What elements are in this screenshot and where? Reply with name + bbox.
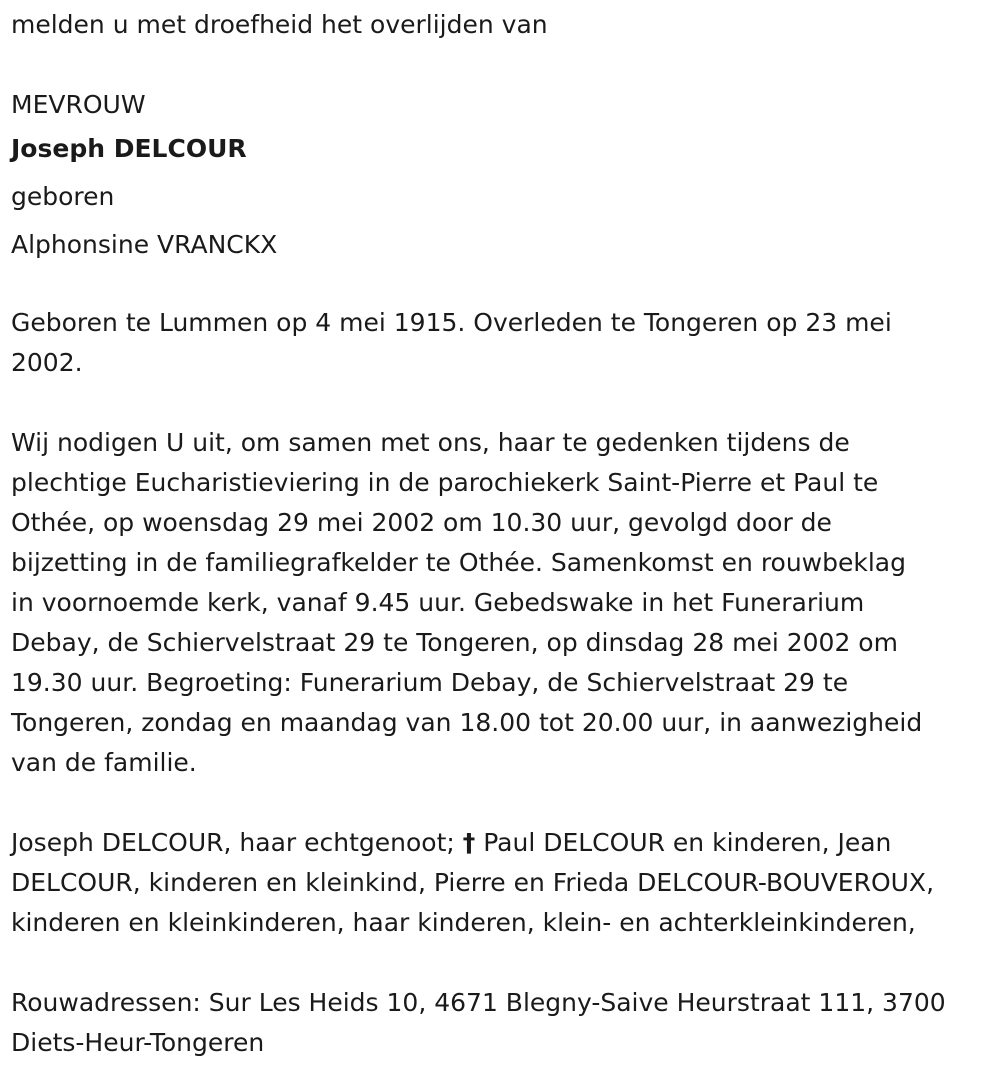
spacer — [11, 383, 988, 423]
family-line: kinderen en kleinkinderen, haar kinderen, klein- en achterkleinkinderen, — [11, 908, 916, 937]
family-paragraph — [11, 823, 988, 943]
dates-line: Geboren te Lummen op 4 mei 1915. Overleden te Tongeren op 23 mei — [11, 308, 892, 337]
deceased-name: Joseph DELCOUR — [11, 134, 247, 163]
family-text: Paul DELCOUR en kinderen, Jean — [475, 828, 892, 857]
address-line: Diets-Heur-Tongeren — [11, 1028, 265, 1057]
spacer — [11, 269, 988, 303]
invitation-line: in voornoemde kerk, vanaf 9.45 uur. Gebedswake in het Funerarium — [11, 588, 865, 617]
spacer — [11, 783, 988, 823]
spacer — [11, 943, 988, 983]
invitation-paragraph — [11, 423, 988, 783]
address-line: Rouwadressen: Sur Les Heids 10, 4671 Blegny-Saive Heurstraat 111, 3700 — [11, 988, 946, 1017]
addresses-paragraph — [11, 983, 988, 1063]
invitation-line: Tongeren, zondag en maandag van 18.00 tot 20.00 uur, in aanwezigheid — [11, 708, 923, 737]
name-block — [11, 85, 988, 269]
cross-icon: † — [462, 828, 476, 857]
maiden-name: Alphonsine VRANCKX — [11, 230, 278, 259]
invitation-line: plechtige Eucharistieviering in de parochiekerk Saint-Pierre et Paul te — [11, 468, 879, 497]
invitation-line: 19.30 uur. Begroeting: Funerarium Debay, de Schiervelstraat 29 te — [11, 668, 849, 697]
invitation-line: Othée, op woensdag 29 mei 2002 om 10.30 uur, gevolgd door de — [11, 508, 832, 537]
invitation-line: Debay, de Schiervelstraat 29 te Tongeren, op dinsdag 28 mei 2002 om — [11, 628, 898, 657]
invitation-line: Wij nodigen U uit, om samen met ons, haar te gedenken tijdens de — [11, 428, 850, 457]
family-line — [11, 823, 988, 863]
dates-line: 2002. — [11, 348, 83, 377]
intro-text: melden u met droefheid het overlijden van — [11, 10, 548, 39]
title-text: MEVROUW — [11, 90, 146, 119]
invitation-line: van de familie. — [11, 748, 197, 777]
invitation-line: bijzetting in de familiegrafkelder te Othée. Samenkomst en rouwbeklag — [11, 548, 906, 577]
spacer — [11, 45, 988, 85]
dates-paragraph — [11, 303, 988, 383]
born-word: geboren — [11, 182, 115, 211]
family-text: Joseph DELCOUR, haar echtgenoot; — [11, 828, 463, 857]
family-line: DELCOUR, kinderen en kleinkind, Pierre en Frieda DELCOUR-BOUVEROUX, — [11, 868, 935, 897]
